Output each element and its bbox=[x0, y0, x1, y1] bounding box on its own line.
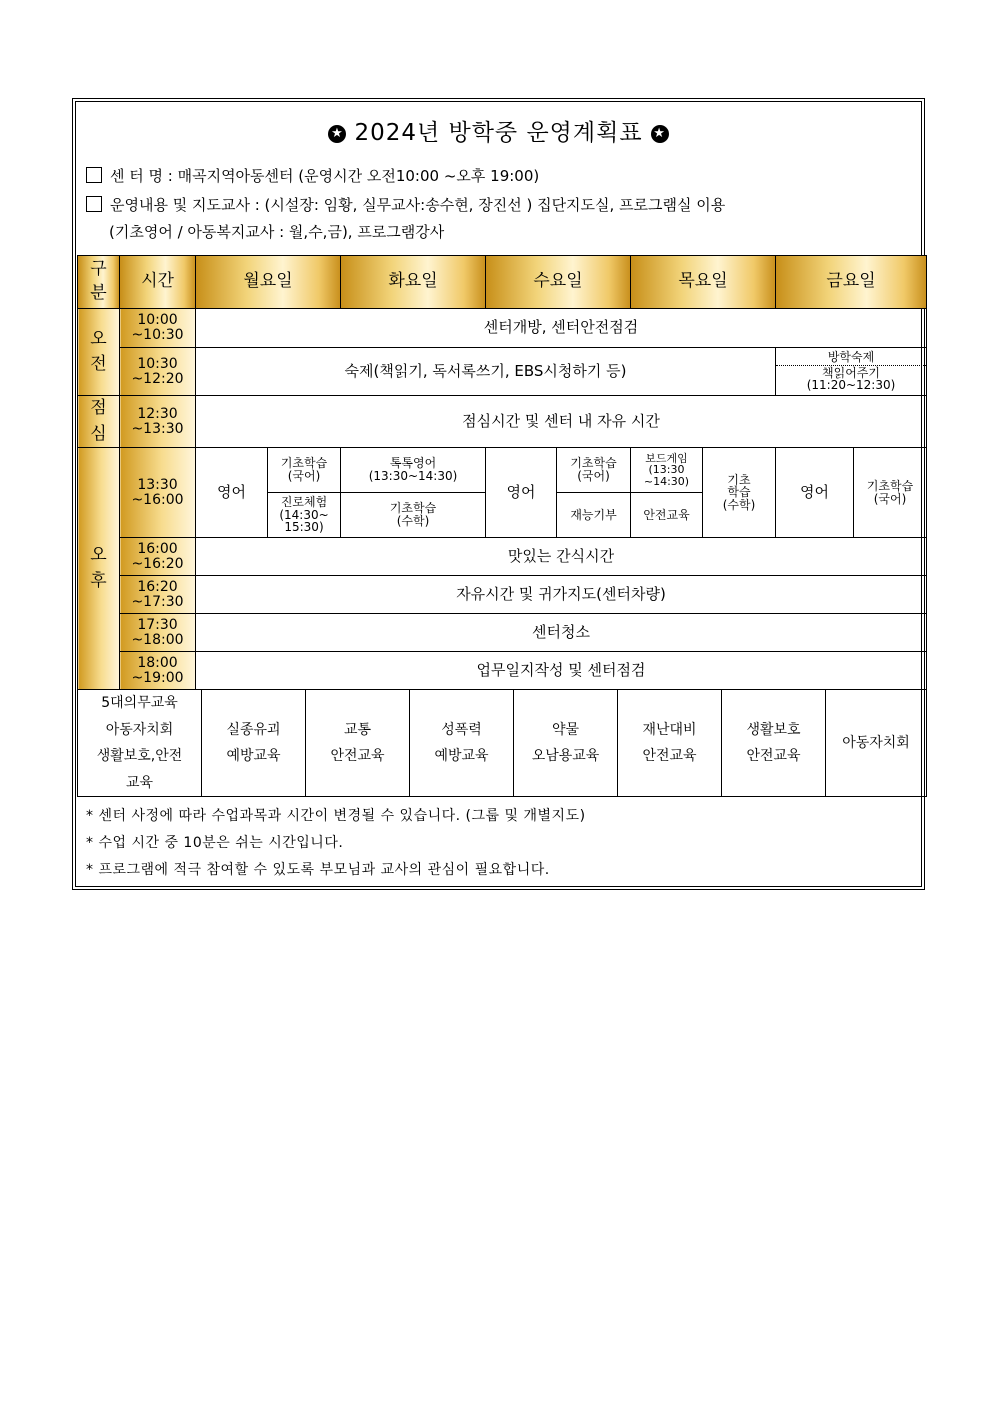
thursday-lesson-4: 재능기부 bbox=[557, 493, 631, 538]
section-am: 오전 bbox=[78, 309, 120, 396]
education-item: 재난대비 안전교육 bbox=[618, 690, 722, 797]
schedule-row bbox=[78, 448, 927, 493]
time-cell: 16:20 ~17:30 bbox=[120, 576, 196, 614]
thursday-lesson-1: 기초학습 (국어) bbox=[557, 448, 631, 493]
header-friday: 금요일 bbox=[776, 256, 927, 309]
schedule-row bbox=[78, 652, 927, 690]
schedule-row bbox=[78, 309, 927, 348]
teacher-line bbox=[109, 221, 444, 242]
time-cell: 12:30 ~13:30 bbox=[120, 396, 196, 448]
header-wednesday: 수요일 bbox=[486, 256, 631, 309]
friday-reading-cell bbox=[776, 348, 927, 396]
header-monday: 월요일 bbox=[196, 256, 341, 309]
schedule-table bbox=[77, 255, 927, 690]
title-text: 2024년 방학중 운영계획표 bbox=[354, 120, 643, 146]
activity-cell: 점심시간 및 센터 내 자유 시간 bbox=[196, 396, 927, 448]
activity-cell: 자유시간 및 귀가지도(센터차량) bbox=[196, 576, 927, 614]
note-line: * 수업 시간 중 10분은 쉬는 시간입니다. bbox=[86, 835, 344, 851]
thursday-lesson-3: 기초 학습 (수학) bbox=[703, 448, 776, 538]
note-line: * 프로그램에 적극 참여할 수 있도록 부모님과 교사의 관심이 필요합니다. bbox=[86, 862, 550, 878]
wednesday-lesson: 영어 bbox=[486, 448, 557, 538]
section-lunch: 점심 bbox=[78, 396, 120, 448]
activity-cell: 센터청소 bbox=[196, 614, 927, 652]
friday-lesson-1: 영어 bbox=[776, 448, 854, 538]
education-item: 실종유괴 예방교육 bbox=[202, 690, 306, 797]
education-item: 약물 오남용교육 bbox=[514, 690, 618, 797]
header-category: 구분 bbox=[78, 256, 120, 309]
activity-cell: 맛있는 간식시간 bbox=[196, 538, 927, 576]
time-cell: 10:30 ~12:20 bbox=[120, 348, 196, 396]
center-name-text: 센 터 명 : 매곡지역아동센터 (운영시간 오전10:00 ~오후 19:00) bbox=[110, 167, 540, 185]
operation-text: 운영내용 및 지도교사 : (시설장: 임황, 실무교사:송수현, 장진선 ) 집단지도실, 프로그램실 이용 bbox=[110, 196, 726, 214]
teacher-text: (기초영어 / 아동복지교사 : 월,수,금), 프로그램강사 bbox=[109, 223, 445, 241]
header-time: 시간 bbox=[120, 256, 196, 309]
education-item: 아동자치회 bbox=[826, 690, 927, 797]
friday-lesson-2: 기초학습 (국어) bbox=[854, 448, 927, 538]
note-line: * 센터 사정에 따라 수업과목과 시간이 변경될 수 있습니다. (그룹 및 개별지도) bbox=[86, 808, 586, 824]
activity-cell: 숙제(책읽기, 독서록쓰기, EBS시청하기 등) bbox=[196, 348, 776, 396]
schedule-row bbox=[78, 614, 927, 652]
checkbox-icon bbox=[86, 196, 102, 212]
schedule-row bbox=[78, 396, 927, 448]
time-cell: 13:30 ~16:00 bbox=[120, 448, 196, 538]
education-label: 5대의무교육 아동자치회 생활보호,안전 교육 bbox=[78, 690, 202, 797]
friday-homework: 방학숙제 bbox=[776, 350, 926, 366]
section-pm: 오후 bbox=[78, 448, 120, 690]
center-name-line bbox=[86, 165, 539, 186]
education-row bbox=[78, 690, 927, 797]
thursday-lesson-2: 보드게임 (13:30 ~14:30) bbox=[631, 448, 703, 493]
activity-cell: 센터개방, 센터안전점검 bbox=[196, 309, 927, 348]
header-tuesday: 화요일 bbox=[341, 256, 486, 309]
education-item: 성폭력 예방교육 bbox=[410, 690, 514, 797]
tuesday-lesson-2: 톡톡영어 (13:30~14:30) bbox=[341, 448, 486, 493]
thursday-lesson-5: 안전교육 bbox=[631, 493, 703, 538]
education-item: 교통 안전교육 bbox=[306, 690, 410, 797]
checkbox-icon bbox=[86, 167, 102, 183]
header-thursday: 목요일 bbox=[631, 256, 776, 309]
operation-line bbox=[86, 194, 725, 215]
monday-lesson: 영어 bbox=[196, 448, 268, 538]
page-title bbox=[76, 114, 921, 147]
friday-reading: 책읽어주기 (11:20~12:30) bbox=[806, 365, 896, 393]
tuesday-lesson-3: 진로체험 (14:30~ 15:30) bbox=[268, 493, 341, 538]
tuesday-lesson-1: 기초학습 (국어) bbox=[268, 448, 341, 493]
time-cell: 16:00 ~16:20 bbox=[120, 538, 196, 576]
schedule-frame-inner bbox=[75, 101, 922, 887]
education-table bbox=[77, 689, 927, 797]
time-cell: 17:30 ~18:00 bbox=[120, 614, 196, 652]
time-cell: 10:00 ~10:30 bbox=[120, 309, 196, 348]
black-star-circle-icon: ★ bbox=[328, 125, 346, 143]
schedule-row bbox=[78, 348, 927, 396]
black-star-circle-icon: ★ bbox=[651, 125, 669, 143]
header-row bbox=[78, 256, 927, 309]
schedule-frame bbox=[72, 98, 925, 890]
activity-cell: 업무일지작성 및 센터점검 bbox=[196, 652, 927, 690]
tuesday-lesson-4: 기초학습 (수학) bbox=[341, 493, 486, 538]
education-item: 생활보호 안전교육 bbox=[722, 690, 826, 797]
schedule-row bbox=[78, 576, 927, 614]
time-cell: 18:00 ~19:00 bbox=[120, 652, 196, 690]
schedule-row bbox=[78, 538, 927, 576]
